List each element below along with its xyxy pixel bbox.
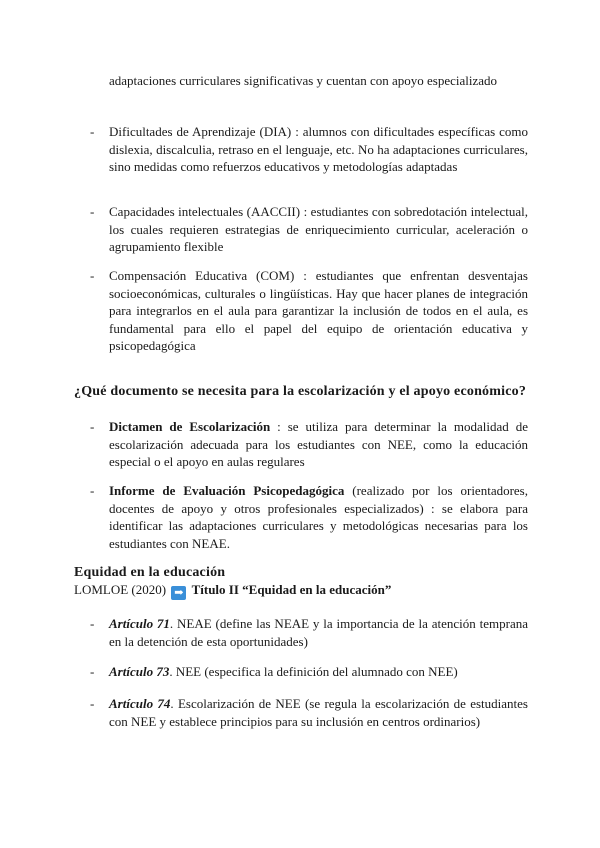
- list-item: [92, 482, 528, 552]
- term-dictamen: Dictamen de Escolarización: [109, 419, 271, 434]
- list-item-text: Capacidades intelectuales (AACCII) : estudiantes con sobredotación intelectual, los cuales requieren estrategias de enriquecimiento curricular, aceleración o agrupamiento flexible: [109, 204, 528, 254]
- list-item: [92, 615, 528, 650]
- article-description: . NEE (especifica la definición del alumnado con NEE): [169, 664, 458, 679]
- list-item-text: [109, 695, 528, 730]
- continued-paragraph: adaptaciones curriculares significativas y cuentan con apoyo especializado: [109, 73, 498, 88]
- bullet-dash: -: [90, 616, 95, 631]
- section-heading-documents: ¿Qué documento se necesita para la escolarización y el apoyo económico?: [74, 384, 527, 399]
- bullet-dash: -: [90, 483, 95, 498]
- list-item: [92, 123, 528, 176]
- bullet-dash: -: [90, 204, 95, 219]
- list-item: [92, 203, 528, 256]
- list-item: [92, 663, 528, 681]
- bullet-dash: -: [90, 268, 95, 283]
- bullet-dash: -: [90, 696, 95, 711]
- law-name: LOMLOE (2020): [74, 582, 167, 597]
- list-item-text: [109, 615, 528, 650]
- list-item: [92, 267, 528, 355]
- list-item-text: Compensación Educativa (COM) : estudiantes que enfrentan desventajas socioeconómicas, culturales o lingüísticas. Hay que hacer planes de integración para integrarlos en el aula para garantizar la inclusión de todos en el aula, es fundamental para ello el papel del equipo de orientación educativa y psicopedagógica: [109, 268, 528, 353]
- article-label: Artículo 74: [109, 696, 171, 711]
- law-title: Título II “Equidad en la educación”: [191, 582, 392, 597]
- list-item: [92, 418, 528, 471]
- arrow-right-icon: ➡: [171, 586, 186, 600]
- list-item-text: [109, 482, 528, 552]
- bullet-dash: -: [90, 664, 95, 679]
- article-description: . Escolarización de NEE (se regula la escolarización de estudiantes con NEE y establece principios para su inclusión en centros ordinarios): [109, 696, 528, 729]
- article-label: Artículo 73: [109, 664, 170, 679]
- section-heading-equity: Equidad en la educación: [74, 565, 226, 580]
- law-reference-line: [74, 581, 528, 600]
- term-informe: Informe de Evaluación Psicopedagógica: [109, 483, 345, 498]
- list-item: [92, 695, 528, 730]
- list-item-text: Dificultades de Aprendizaje (DIA) : alumnos con dificultades específicas como dislexia, discalculia, retraso en el lenguaje, etc. No ha adaptaciones curriculares, sino medidas como refuerzos educativos y metodologías adaptadas: [109, 124, 528, 174]
- article-label: Artículo 71: [109, 616, 170, 631]
- article-description: . NEAE (define las NEAE y la importancia de la atención temprana en la detención de esta oportunidades): [109, 616, 528, 649]
- bullet-dash: -: [90, 419, 95, 434]
- list-item-text: [109, 663, 528, 681]
- bullet-dash: -: [90, 124, 95, 139]
- term-description: : se utiliza para determinar la modalidad de escolarización adecuada para los estudiantes con NEE, como la educación especial o el apoyo en aulas regulares: [109, 419, 528, 469]
- term-description: (realizado por los orientadores, docentes de apoyo y otros profesionales especializados) : se elabora para identificar las adaptaciones curriculares y metodológicas necesarias para los estudiantes con NEAE.: [109, 483, 528, 551]
- list-item-text: [109, 418, 528, 471]
